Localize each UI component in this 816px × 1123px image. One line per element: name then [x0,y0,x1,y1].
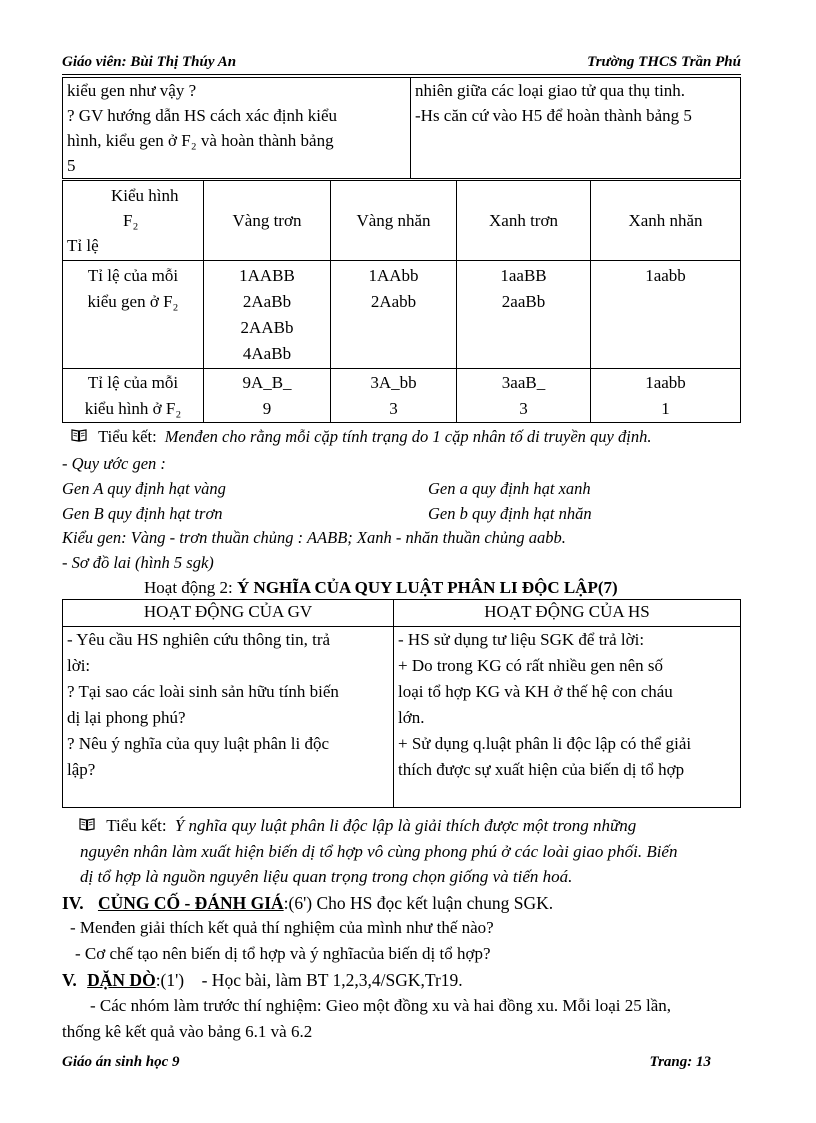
corner-ratio: Tỉ lệ [67,236,99,255]
table-cell [457,369,591,423]
cell-line: 9A_B_ [242,373,292,392]
text-line: - Yêu cầu HS nghiên cứu thông tin, trả [67,630,331,649]
row-label-line: kiểu gen ở F₂ [87,292,179,311]
header-hs: HOẠT ĐỘNG CỦA HS [394,600,741,627]
diagram-line: - Sơ đồ lai (hình 5 sgk) [62,553,214,572]
continuation-table [62,77,741,179]
cell-line: 1aabb [645,266,686,285]
summary-1 [70,425,741,449]
table-cell [591,369,741,423]
section-time: :(1') [155,970,185,990]
cell-line: 2AaBb [242,292,292,311]
cell-line: 2aaBb [501,292,546,311]
table-cell [331,369,457,423]
ratio-table [62,180,741,423]
cell-line: 4AaBb [242,344,292,363]
cell-line: 1aaBB [500,266,547,285]
text-line: lời: [67,656,91,675]
text-line: ? GV hướng dẫn HS cách xác định kiểu [67,106,337,125]
text-line: 5 [67,156,76,175]
text-line: + Do trong KG có rất nhiều gen nên số [398,656,664,675]
activity-prefix: Hoạt động 2: [144,578,238,597]
summary-label: Tiểu kết: [98,427,157,446]
section-time: :(6') [283,893,313,913]
table-cell [331,261,457,369]
footer-title: Giáo án sinh học 9 [62,1054,180,1070]
gene-a-line [62,477,741,501]
corner-f2: F₂ [123,211,139,230]
text-line: dị lại phong phú? [67,708,186,727]
table-cell [457,261,591,369]
hs-activity [394,627,741,808]
cell-line: 3 [519,399,528,418]
section-number: IV. [62,893,84,913]
column-header: Xanh trơn [457,181,591,261]
cell-line: 1aabb [645,373,686,392]
row-label-line: Tỉ lệ của mỗi [87,373,179,392]
cell-line: 2AABb [240,318,294,337]
activity-table [62,599,741,808]
homework-line: - Các nhóm làm trước thí nghiệm: Gieo một đồng xu và hai đồng xu. Mỗi loại 25 lần, [90,996,672,1015]
column-header: Vàng trơn [204,181,331,261]
gene-a-recessive: Gen a quy định hạt xanh [428,479,591,498]
section-title: DẶN DÒ [87,970,156,990]
homework-line: thống kê kết quả vào bảng 6.1 và 6.2 [62,1022,313,1041]
text-line: lập? [67,760,96,779]
school-name: Trường THCS Trần Phú [587,54,741,70]
text-line: hình, kiểu gen ở F₂ và hoàn thành bảng [67,131,334,150]
text-line: ? Nêu ý nghĩa của quy luật phân li độc [67,734,330,753]
section-number: V. [62,970,77,990]
gene-b-line [62,502,741,526]
row-label-line: kiểu hình ở F₂ [84,399,182,418]
summary-2-line: dị tổ hợp là nguồn nguyên liệu quan trọng trong chọn giống và tiến hoá. [80,867,573,886]
section-4-heading [62,891,741,915]
table-cell [204,369,331,423]
teacher-name: Giáo viên: Bùi Thị Thúy An [62,54,237,70]
cell-line: 3A_bb [370,373,417,392]
text-line: - HS sử dụng tư liệu SGK để trả lời: [398,630,645,649]
gene-convention: - Quy ước gen : [62,454,166,473]
text-line: lớn. [398,708,425,727]
column-header: Xanh nhăn [591,181,741,261]
summary-text: Menđen cho rằng mỗi cặp tính trạng do 1 cặp nhân tố di truyền quy định. [164,427,652,446]
corner-cell [63,181,204,261]
corner-phenotype: Kiểu hình [111,186,179,205]
summary-text: Ý nghĩa quy luật phân li độc lập là giải thích được một trong những [174,816,637,835]
text-line: loại tổ hợp KG và KH ở thế hệ con cháu [398,682,673,701]
cell-line: 1AABB [239,266,295,285]
text-line: + Sử dụng q.luật phân li độc lập có thể giải [398,734,692,753]
summary-2-line: nguyên nhân làm xuất hiện biến dị tổ hợp vô cùng phong phú ở các loài giao phối. Biến [80,842,678,861]
cell-line: 9 [262,399,272,418]
cell-line: 3 [389,399,398,418]
activity-title: Ý NGHĨA CỦA QUY LUẬT PHÂN LI ĐỘC LẬP(7) [237,578,618,597]
page-number: Trang: 13 [649,1054,711,1070]
activity-2-heading [144,576,741,600]
column-header: Vàng nhăn [331,181,457,261]
summary-2 [78,814,741,838]
summary-label: Tiểu kết: [106,816,167,835]
page-footer [62,1054,711,1071]
text-line: -Hs căn cứ vào H5 để hoàn thành bảng 5 [415,106,692,125]
text-line: ? Tại sao các loài sinh sản hữu tính biến [67,682,339,701]
section-text: - Học bài, làm BT 1,2,3,4/SGK,Tr19. [184,970,463,990]
gene-a: Gen A quy định hạt vàng [62,479,226,498]
gv-activity [63,627,394,808]
section-title: CỦNG CỐ - ĐÁNH GIÁ [97,893,284,913]
row-label [63,261,204,369]
row-label-line: Tỉ lệ của mỗi [87,266,179,285]
section-text: Cho HS đọc kết luận chung SGK. [312,893,554,913]
text-line: thích được sự xuất hiện của biến dị tổ hợp [398,760,685,779]
section-5-heading [62,968,741,992]
review-question: - Cơ chế tạo nên biến dị tổ hợp và ý nghĩacủa biến dị tổ hợp? [75,944,491,963]
page-header [62,52,741,75]
review-question: - Menđen giải thích kết quả thí nghiệm của mình như thế nào? [70,918,494,937]
book-icon [70,425,88,449]
table-cell [591,261,741,369]
header-gv: HOẠT ĐỘNG CỦA GV [63,600,394,627]
table-cell [204,261,331,369]
cell-line: 2Aabb [370,292,417,311]
student-activity-cell [411,78,741,179]
teacher-activity-cell [63,78,411,179]
text-line: nhiên giữa các loại giao tử qua thụ tinh. [415,81,686,100]
cell-line: 1AAbb [368,266,419,285]
row-label [63,369,204,423]
gene-b-recessive: Gen b quy định hạt nhăn [428,504,592,523]
genotype-line: Kiểu gen: Vàng - trơn thuần chủng : AABB; Xanh - nhăn thuần chủng aabb. [62,528,566,547]
cell-line: 3aaB_ [501,373,546,392]
text-line: kiểu gen như vậy ? [67,81,197,100]
gene-b: Gen B quy định hạt trơn [62,504,223,523]
cell-line: 1 [661,399,670,418]
book-icon [78,814,96,838]
